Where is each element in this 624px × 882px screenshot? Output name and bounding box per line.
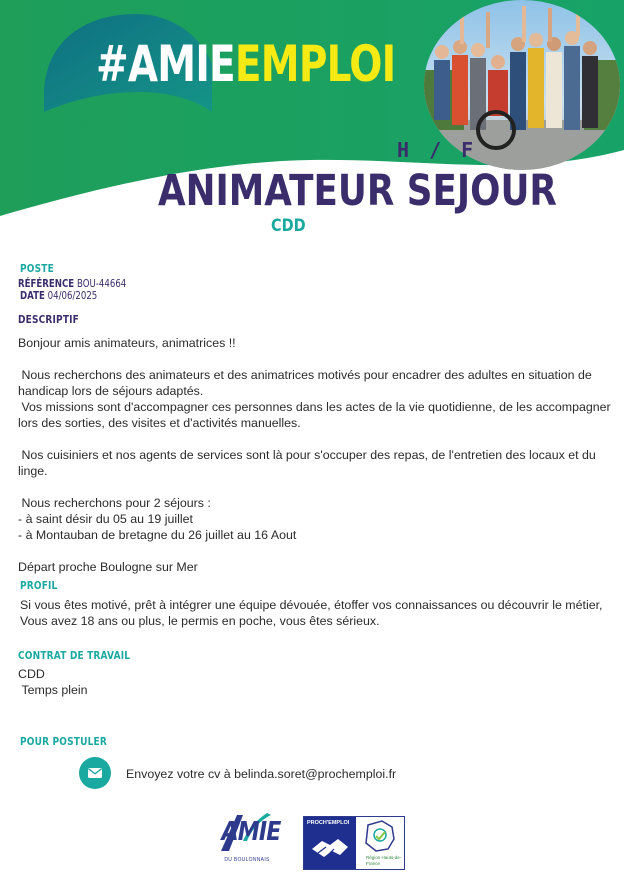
reference-line	[18, 278, 126, 290]
profil-body	[20, 597, 620, 629]
descriptif-line: - à saint désir du 05 au 19 juillet	[18, 512, 193, 526]
amie-logo	[217, 811, 281, 869]
date-label: DATE	[20, 290, 45, 302]
section-heading-descriptif: DESCRIPTIF	[18, 313, 80, 326]
descriptif-line: Bonjour amis animateurs, animatrices !!	[18, 336, 236, 350]
hashtag-title	[96, 34, 395, 94]
section-heading-poste: POSTE	[20, 262, 54, 275]
hashtag-part-amie: #AMIE	[96, 35, 235, 93]
prochemploi-logo	[303, 816, 405, 870]
region-label: Région Hauts-de-France	[366, 855, 402, 866]
reference-label: RÉFÉRENCE	[18, 278, 75, 290]
apply-instruction[interactable]: Envoyez votre cv à belinda.soret@prochemploi.fr	[126, 767, 397, 781]
descriptif-line: Départ proche Boulogne sur Mer	[18, 560, 198, 574]
descriptif-line	[18, 543, 618, 559]
gender-label: H / F	[397, 138, 478, 162]
contrat-line: CDD	[18, 667, 45, 681]
descriptif-line: Nous recherchons pour 2 séjours :	[18, 496, 211, 510]
section-heading-profil: PROFIL	[20, 579, 58, 592]
date-line	[20, 290, 97, 302]
profil-line: Vous avez 18 ans ou plus, le permis en poche, vous êtes sérieux.	[20, 614, 380, 628]
date-value: 04/06/2025	[47, 290, 98, 302]
prochemploi-logo-text: PROCH'EMPLOI	[307, 820, 350, 826]
descriptif-line	[18, 431, 618, 447]
hashtag-part-emploi: EMPLOI	[234, 35, 396, 93]
descriptif-line: Nous recherchons des animateurs et des animatrices motivés pour encadrer des adultes en situation de handicap lors de séjours adaptés.	[18, 368, 596, 398]
contract-type: CDD	[271, 216, 306, 236]
descriptif-line: Vos missions sont d'accompagner ces personnes dans les actes de la vie quotidienne, de les accompagner lors des sorties, des visites et d'activités manuelles.	[18, 400, 615, 430]
descriptif-line: Nos cuisiniers et nos agents de services sont là pour s'occuper des repas, de l'entretien des locaux et du linge.	[18, 448, 600, 478]
descriptif-line	[18, 351, 618, 367]
prochemploi-logo-panel	[304, 817, 356, 869]
profil-line: Si vous êtes motivé, prêt à intégrer une équipe dévouée, étoffer vos connaissances ou découvrir le métier,	[20, 598, 603, 612]
amie-logo-subtext: DU BOULONNAIS	[224, 857, 270, 863]
contrat-body	[18, 666, 618, 698]
mail-icon[interactable]	[79, 757, 111, 789]
handshake-icon	[304, 817, 356, 869]
section-heading-contrat: CONTRAT DE TRAVAIL	[18, 649, 131, 662]
contrat-line: Temps plein	[18, 683, 88, 697]
descriptif-line: - à Montauban de bretagne du 26 juillet au 16 Aout	[18, 528, 297, 542]
amie-logo-text: AMIE	[221, 817, 281, 847]
job-title: ANIMATEUR SEJOUR	[158, 166, 557, 216]
descriptif-line	[18, 479, 618, 495]
section-heading-postuler: POUR POSTULER	[20, 735, 107, 748]
descriptif-body	[18, 335, 618, 575]
reference-value: BOU-44664	[76, 278, 127, 290]
